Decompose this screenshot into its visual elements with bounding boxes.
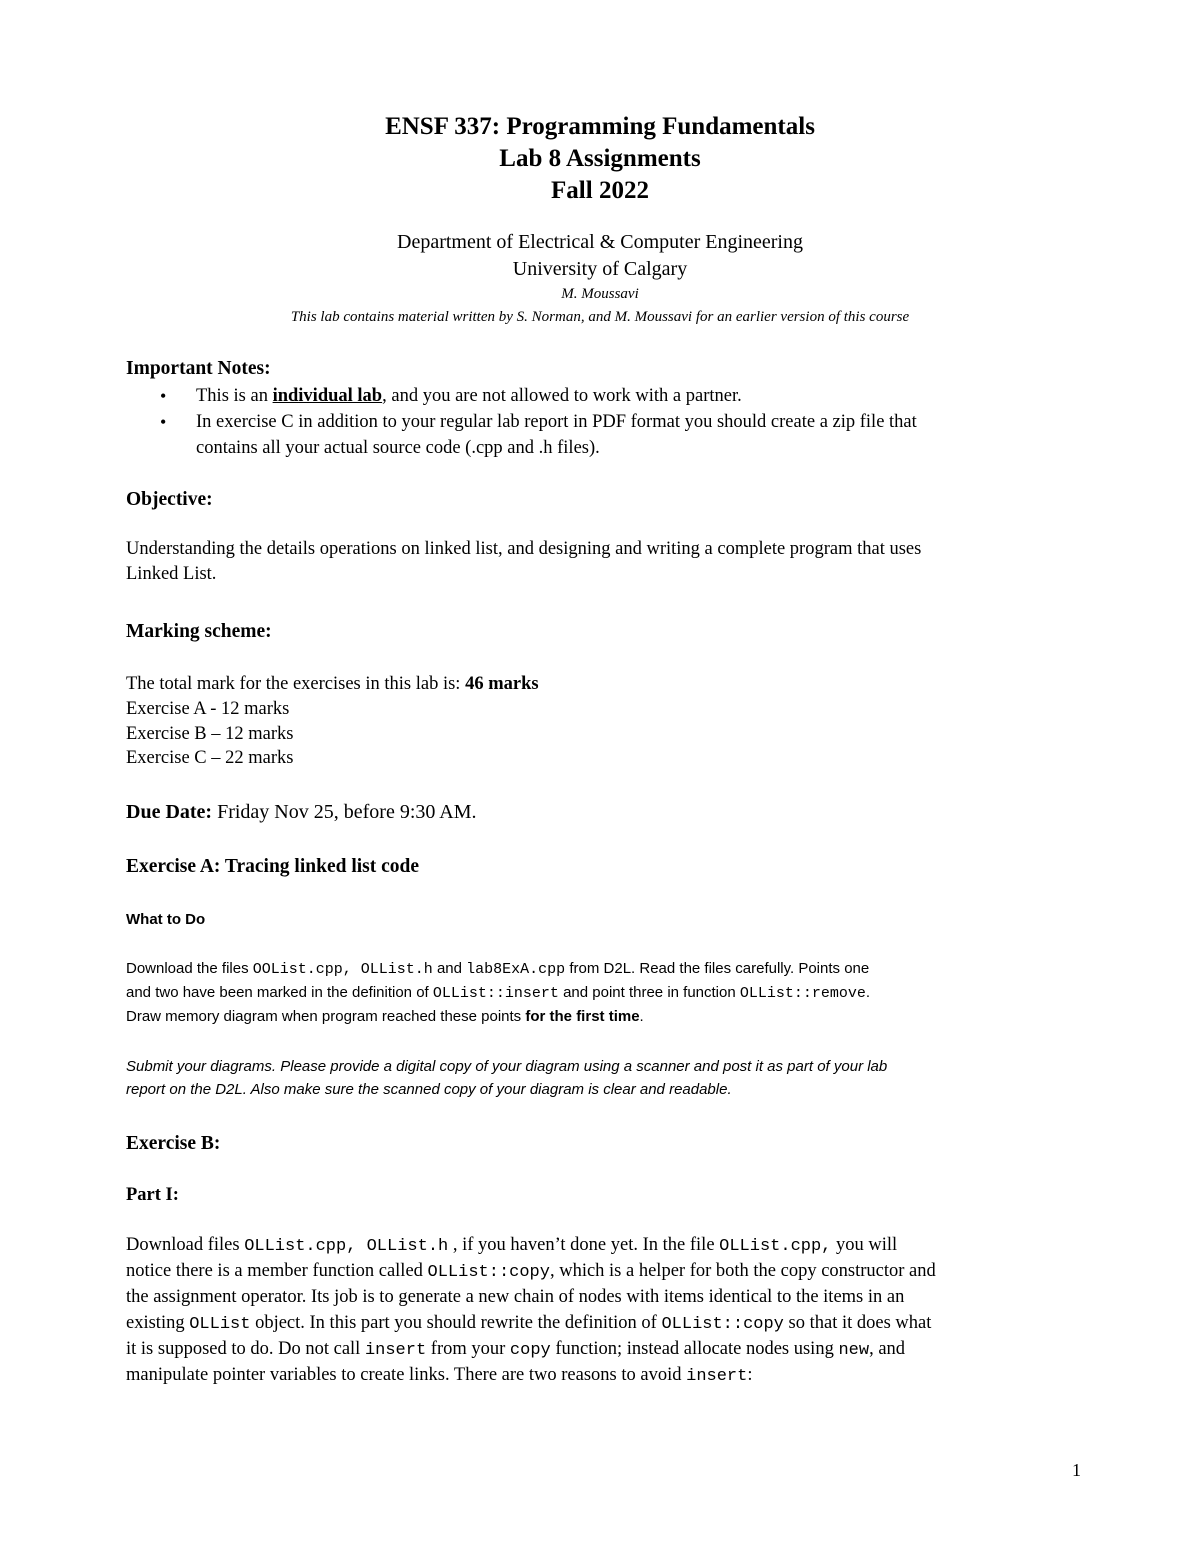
text: you will xyxy=(831,1235,898,1255)
department: Department of Electrical & Computer Engineering xyxy=(397,231,803,253)
code-span: new xyxy=(838,1341,870,1360)
text: it is supposed to do. Do not call xyxy=(126,1339,365,1359)
what-to-do-heading: What to Do xyxy=(126,911,206,928)
note-zip-line1: In exercise C in addition to your regular lab report in PDF format you should create a zip file that xyxy=(196,412,917,432)
exercise-b-line4 xyxy=(126,1313,931,1334)
text: : xyxy=(747,1365,753,1385)
objective-heading: Objective: xyxy=(126,489,213,510)
due-date xyxy=(126,801,477,824)
exercise-b-heading: Exercise B: xyxy=(126,1133,221,1154)
code-span: OOList.cpp, OLList.h xyxy=(252,961,433,978)
text: , which is a helper for both the copy constructor and xyxy=(549,1261,936,1281)
code-span: OLList::insert xyxy=(432,985,559,1002)
code-span: insert xyxy=(686,1367,748,1386)
text: , and xyxy=(869,1339,906,1359)
text: manipulate pointer variables to create links. There are two reasons to avoid xyxy=(126,1365,687,1385)
marking-total-value: 46 marks xyxy=(465,674,539,694)
text: and point three in function xyxy=(558,984,740,1001)
text: from your xyxy=(426,1339,510,1359)
exercise-a-para-line2 xyxy=(126,984,870,1002)
credit-note: This lab contains material written by S. Norman, and M. Moussavi for an earlier version of this course xyxy=(290,309,910,325)
exercise-a-heading: Exercise A: Tracing linked list code xyxy=(126,856,420,877)
text: notice there is a member function called xyxy=(126,1261,428,1281)
text: , if you haven’t done yet. In the file xyxy=(448,1235,720,1255)
code-span: insert xyxy=(364,1341,427,1360)
note-individual xyxy=(196,386,742,407)
text: function; instead allocate nodes using xyxy=(550,1339,839,1359)
submit-note-line1: Submit your diagrams. Please provide a digital copy of your diagram using a scanner and post it as part of your lab xyxy=(126,1058,888,1075)
text: so that it does what xyxy=(783,1313,932,1333)
code-span: OLList.cpp, xyxy=(719,1237,832,1256)
code-span: OLList.cpp, OLList.h xyxy=(244,1237,449,1256)
due-date-label: Due Date: xyxy=(126,801,213,823)
page-number: 1 xyxy=(1072,1460,1081,1480)
marking-heading: Marking scheme: xyxy=(126,621,272,642)
code-span: OLList::copy xyxy=(661,1315,784,1334)
code-span: lab8ExA.cpp xyxy=(466,961,566,978)
text: and xyxy=(432,960,467,977)
text: Draw memory diagram when program reached these points xyxy=(126,1008,526,1025)
part-i-heading: Part I: xyxy=(126,1185,179,1205)
submit-note-line2: report on the D2L. Also make sure the scanned copy of your diagram is clear and readable. xyxy=(126,1081,732,1098)
exercise-b-line2 xyxy=(126,1261,936,1282)
marking-ex-c: Exercise C – 22 marks xyxy=(126,748,294,768)
objective-line1: Understanding the details operations on linked list, and designing and writing a complete program that uses xyxy=(126,539,922,559)
text: existing xyxy=(126,1313,190,1333)
author: M. Moussavi xyxy=(561,286,639,302)
objective-line2: Linked List. xyxy=(126,564,217,584)
text: Download the files xyxy=(126,960,253,977)
exercise-a-para-line1 xyxy=(126,960,869,978)
text: . xyxy=(865,984,871,1001)
exercise-b-line6 xyxy=(126,1365,752,1386)
marking-ex-b: Exercise B – 12 marks xyxy=(126,724,294,744)
bullet-icon: • xyxy=(160,386,167,406)
exercise-a-para-line3 xyxy=(126,1008,644,1025)
text: object. In this part you should rewrite the definition of xyxy=(250,1313,662,1333)
code-span: copy xyxy=(509,1341,551,1360)
code-span: OLList xyxy=(189,1315,251,1334)
marking-ex-a: Exercise A - 12 marks xyxy=(126,699,290,719)
note-text: This is an xyxy=(196,386,273,406)
code-span: OLList::remove xyxy=(739,985,866,1002)
exercise-b-line3: the assignment operator. Its job is to generate a new chain of nodes with items identical to the items in an xyxy=(126,1287,905,1307)
important-notes-heading: Important Notes: xyxy=(126,358,271,379)
due-date-value: Friday Nov 25, before 9:30 AM. xyxy=(212,801,477,823)
university: University of Calgary xyxy=(512,258,688,280)
note-text: , and you are not allowed to work with a partner. xyxy=(382,386,742,406)
text: from D2L. Read the files carefully. Points one xyxy=(565,960,870,977)
doc-subtitle: Lab 8 Assignments xyxy=(499,145,701,172)
doc-term: Fall 2022 xyxy=(551,177,649,204)
bullet-icon: • xyxy=(160,412,167,432)
note-zip-line2: contains all your actual source code (.cpp and .h files). xyxy=(196,438,600,458)
code-span: OLList::copy xyxy=(427,1263,550,1282)
exercise-b-line5 xyxy=(126,1339,905,1360)
text: Download files xyxy=(126,1235,245,1255)
marking-total-text: The total mark for the exercises in this lab is: xyxy=(126,674,466,694)
note-emphasis: individual lab xyxy=(272,386,383,406)
marking-total xyxy=(126,674,539,695)
doc-title: ENSF 337: Programming Fundamentals xyxy=(385,113,815,140)
exercise-b-line1 xyxy=(126,1235,897,1256)
text: . xyxy=(639,1008,644,1025)
emphasis: for the first time xyxy=(525,1008,640,1025)
text: and two have been marked in the definition of xyxy=(126,984,433,1001)
